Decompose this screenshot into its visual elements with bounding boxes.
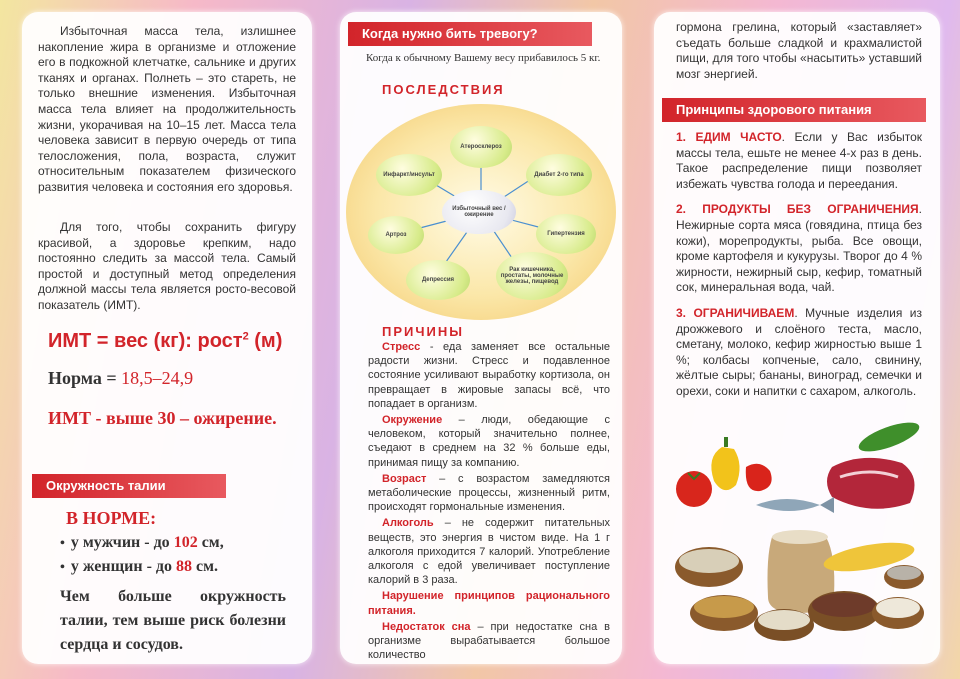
diagram-node-hypertension: Гипертензия [536,214,596,254]
cause-term: Стресс [382,341,421,353]
meat-image [827,458,915,509]
in-norm-label: В НОРМЕ: [66,508,157,528]
cause-nutrition [368,589,610,617]
cause-text: – люди, обедающие с человеком, который значительно полнее, съедают в среднем на 32 % больше еды, принимая пищу за компанию. [368,414,610,469]
formula-unit: (м) [248,330,283,352]
norm-line [48,368,193,389]
food-illustration [664,417,934,647]
women-label: у женщин - до [70,558,176,575]
red-pepper-image [746,464,772,491]
alarm-text: Когда к обычному Вашему весу прибавилось 5 кг. [366,52,601,64]
principle-term: 2. ПРОДУКТЫ БЕЗ ОГРАНИЧЕНИЯ [676,202,919,217]
cause-sleep [368,620,610,663]
women-unit: см. [191,558,218,575]
principle-item [676,202,922,296]
waist-header: Окружность талии [32,474,226,498]
cucumber-image [856,417,923,457]
fish-image [756,499,820,511]
principle-text: . Мучные изделия из дрожжевого и слоёного теста, масло, сметану, молоко, кефир жирностью выше 1 %; колбасы копченые, сало, свинину, жёлтые сыры; бананы, виноград, семечки и орехи, соки и напитки с сахаром, алкоголь. [676,305,922,398]
diagram-node-diabetes: Диабет 2-го типа [526,154,592,196]
bmi-paragraph: Для того, чтобы сохранить фигуру красивой, а здоровье крепким, надо постоянно следить за массой тела. Самый простой и доступный метод определения должной массы тела является росто-весовой показатель (ИМТ). [38,220,296,312]
cause-stress [368,340,610,411]
cause-surroundings [368,413,610,470]
men-label: у мужчин - до [70,534,174,551]
principle-term: 1. ЕДИМ ЧАСТО [676,130,782,144]
norm-label: Норма = [48,368,122,388]
panel-middle [340,12,622,664]
principle-text: . Если у Вас избыток массы тела, ешьте не менее 4-х раз в день. Такое распределение пищи позволяет избежать чувства голода и переедания. [676,130,922,191]
formula-text: ИМТ = вес (кг): рост [48,330,243,352]
men-value: 102 [173,534,198,551]
cause-term: Алкоголь [382,517,434,530]
principles-list [676,130,922,400]
men-unit: см, [197,534,224,551]
diagram-node-atherosclerosis: Атеросклероз [450,126,512,168]
consequences-diagram [346,104,616,320]
cause-alcohol [368,516,610,587]
causes-title: ПРИЧИНЫ [382,324,464,339]
principle-item [676,306,922,400]
panel-left [22,12,312,664]
diagram-center-node: Избыточный вес / ожирение [442,190,516,234]
yellow-pepper-image [711,447,739,490]
cause-term: Недостаток сна [382,620,471,633]
cause-term: Нарушение принципов рационального питания. [368,590,610,617]
women-value: 88 [175,558,192,575]
obesity-line: ИМТ - выше 30 – ожирение. [48,408,277,428]
principle-term: 3. ОГРАНИЧИВАЕМ [676,305,795,320]
principle-text: . Нежирные сорта мяса (говядина, птица без кожи), морепродукты, рыба. Все овощи, кроме картофеля и кукурузы. Творог до 4 % жирности, нежирный сыр, кефир, томатный сок, минеральная вода, чай. [676,202,922,295]
intro-paragraph: Избыточная масса тела, излишнее накопление жира в организме и отложение его в подкожной клетчатке, сальнике и других тканях и органах. Полнеть – это стареть, не только внешние изменения. Избыточная масса тела влияет на продолжительность жизни, укорачивая на 10–15 лет. Масса тела человека зависит в первую очередь от типа телосложения, пола, возраста, служит относительным показателем физического развития человека и состояния его здоровья. [38,24,296,194]
cause-term: Возраст [382,472,427,485]
cause-text: - еда заменяет все остальные радости жизни. Стресс и подавленное состояние усиливают выработку кортизола, он превращает в жировые запасы всё, что попадает в организм. [368,341,610,410]
norm-value: 18,5–24,9 [121,368,194,388]
diagram-node-arthrosis: Артроз [368,216,424,254]
diagram-node-infarction: Инфаркт/инсульт [376,154,442,196]
diagram-node-depression: Депрессия [406,260,470,300]
waist-conclusion: Чем больше окружность талии, тем выше риск болезни сердца и сосудов. [60,588,286,653]
panel-right [654,12,940,664]
alarm-header: Когда нужно бить тревогу? [348,22,592,46]
principles-header: Принципы здорового питания [662,98,926,122]
consequences-title: ПОСЛЕДСТВИЯ [382,82,505,97]
men-norm [60,534,224,552]
bmi-formula [48,330,282,353]
causes-list [368,340,610,662]
cause-text: – при недостатке сна в организме вырабатывается большое количество [368,620,610,662]
formula-superscript: 2 [242,330,249,343]
cause-text: – с возрастом замедляются метаболические процессы, жизненный ритм, происходят гормональные изменения. [368,472,610,514]
tomato-image [676,471,712,507]
women-norm [60,558,218,576]
principle-item [676,130,922,192]
cause-text: – не содержит питательных веществ, это энергия в чистом виде. На 1 г алкоголя приходится 7 калорий. Употребление алкоголя с едой увеличивает поступление калорий в 3 раза. [368,517,610,587]
sleep-continuation: гормона грелина, который «заставляет» съедать больше сладкой и крахмалистой пищи, для того чтобы «насытить» уставший мозг энергией. [676,20,922,81]
cause-term: Окружение [382,414,443,427]
cause-age [368,472,610,515]
diagram-node-cancer: Рак кишечника, простаты, молочные железы, пищевод [496,252,568,300]
